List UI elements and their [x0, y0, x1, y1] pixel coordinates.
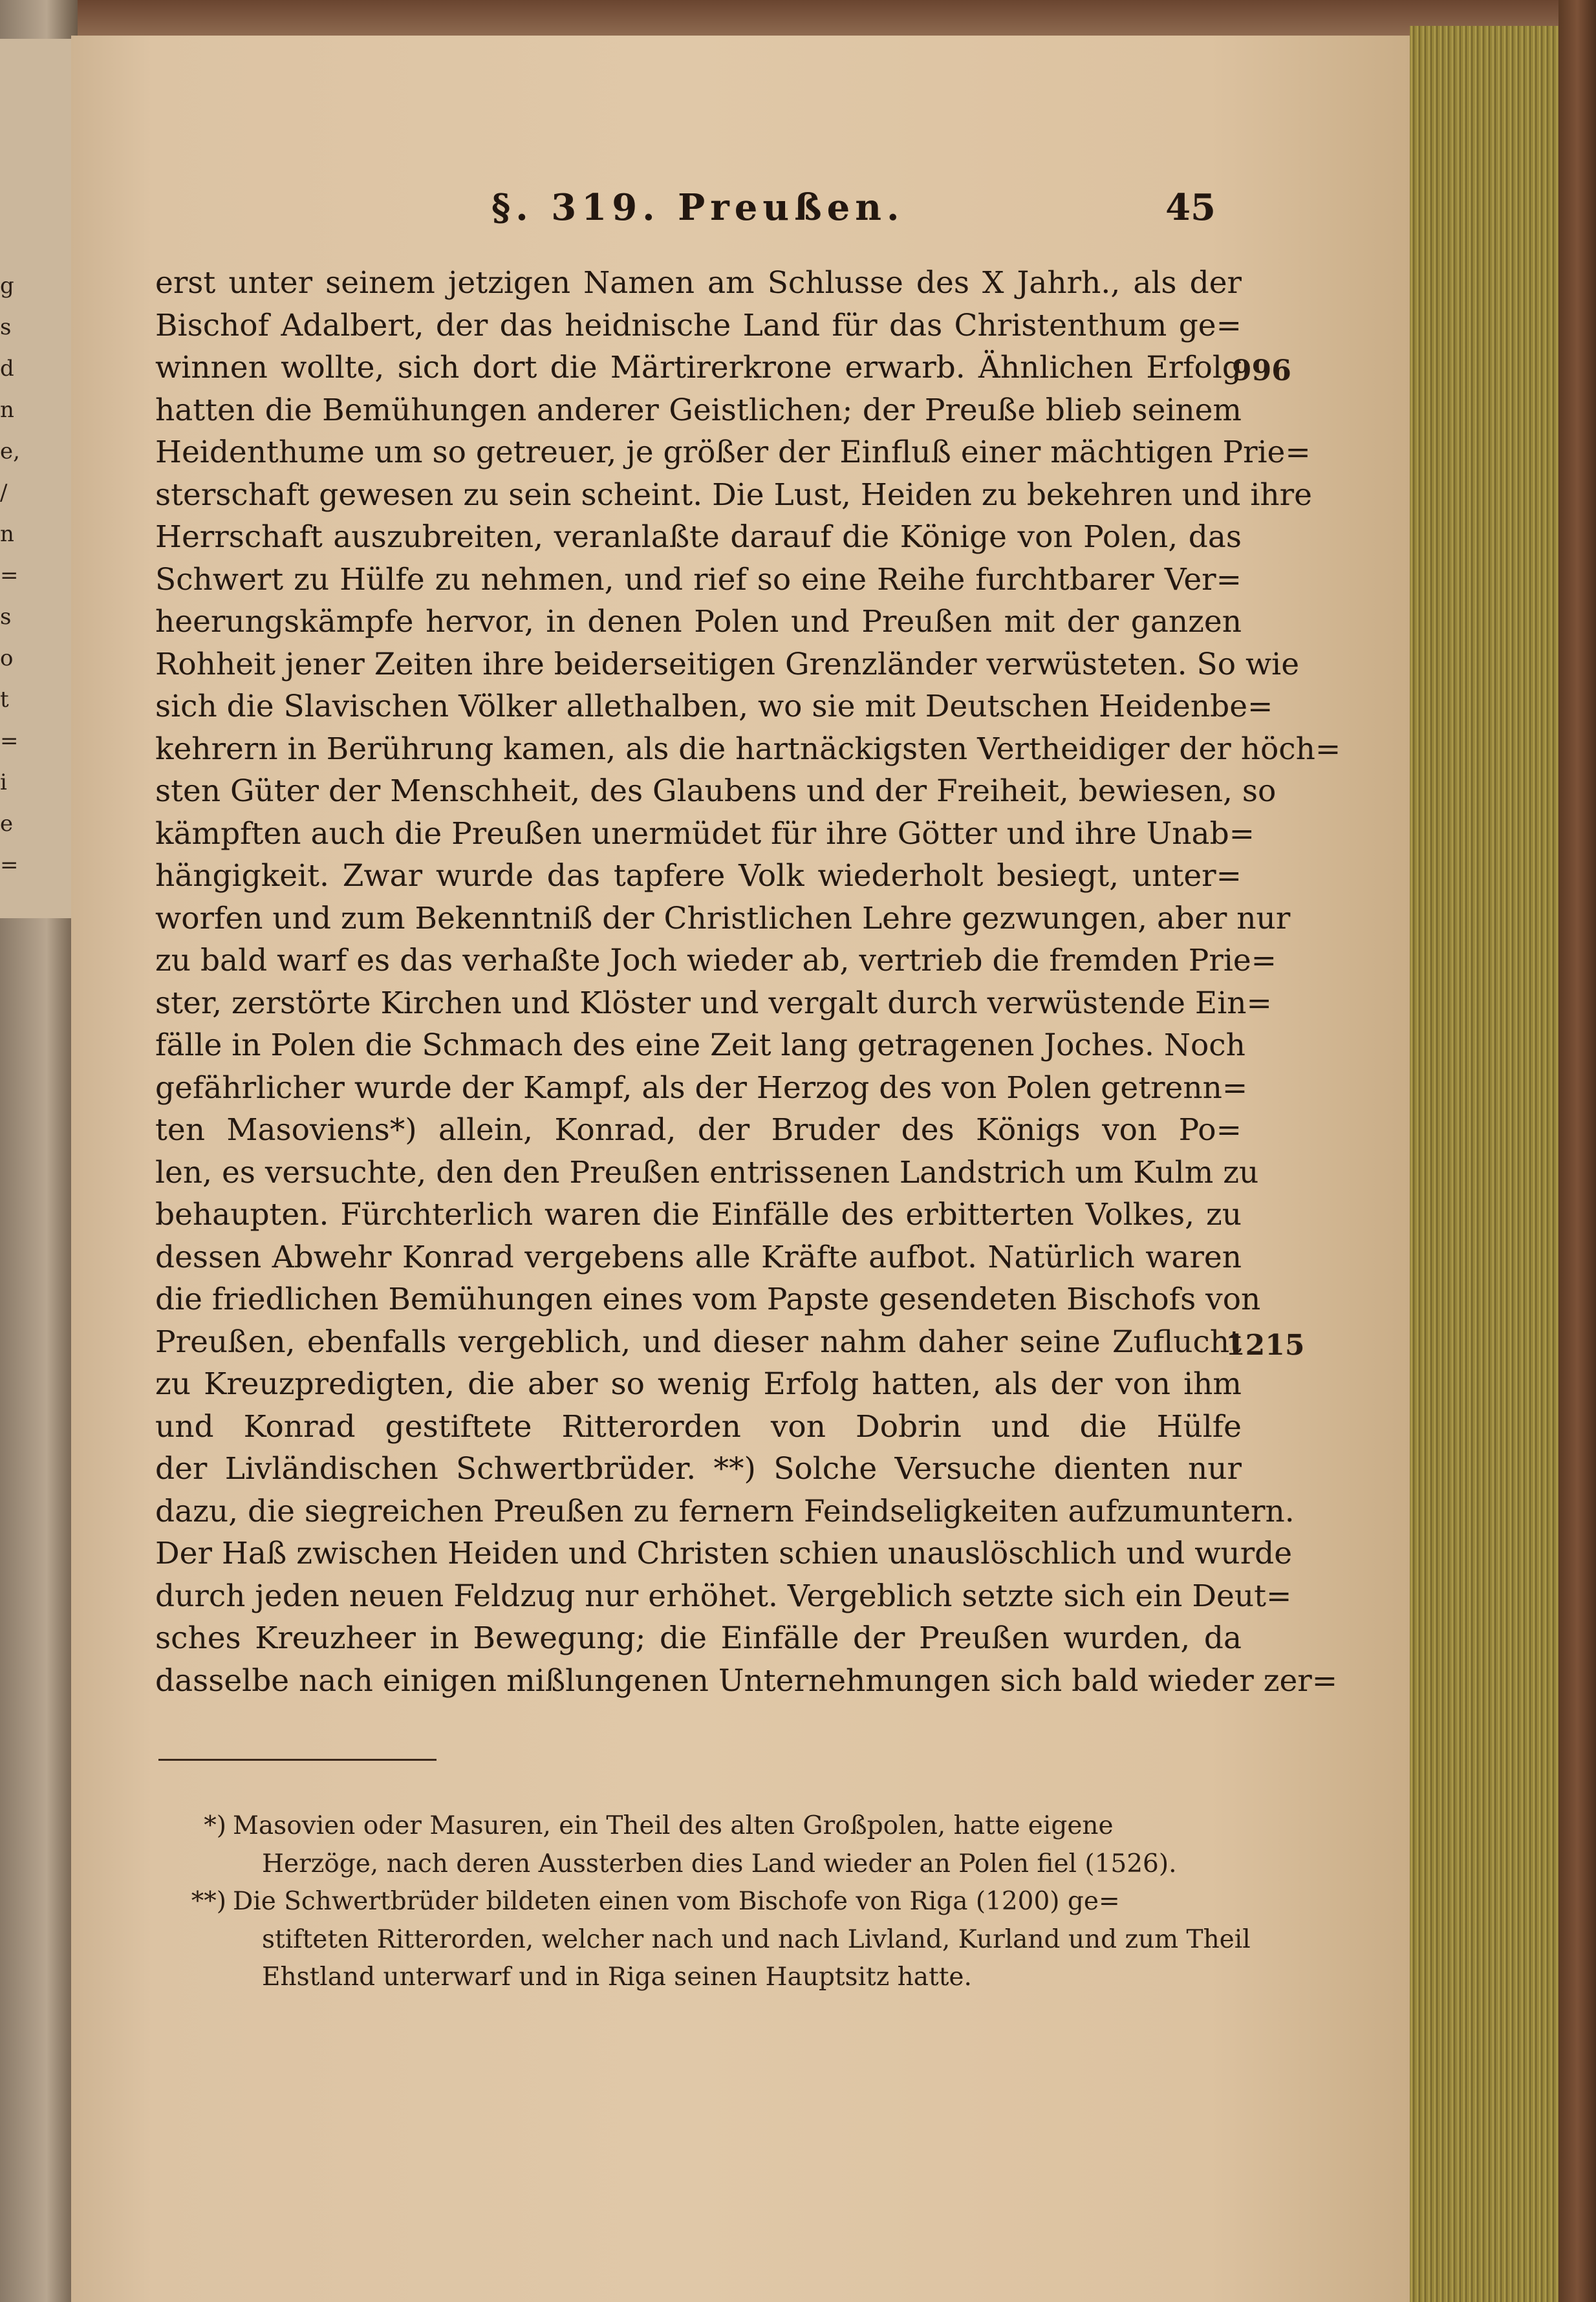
previous-page-fragment: n [0, 521, 14, 547]
text-line: die friedlichen Bemühungen eines vom Papste gesendeten Bischofs von [155, 1282, 1261, 1317]
previous-page-fragment: s [0, 314, 12, 340]
text-line: Schwert zu Hülfe zu nehmen, und rief so eine Reihe furchtbarer Ver= [155, 561, 1242, 597]
text-line: dazu, die siegreichen Preußen zu fernern Feindseligkeiten aufzumuntern. [155, 1493, 1295, 1529]
text-line: durch jeden neuen Feldzug nur erhöhet. Vergeblich setzte sich ein Deut= [155, 1578, 1292, 1614]
text-line: hängigkeit. Zwar wurde das tapfere Volk wiederholt besiegt, unter= [155, 858, 1242, 894]
text-line: sten Güter der Menschheit, des Glaubens und der Freiheit, bewiesen, so [155, 773, 1277, 809]
text-line: hatten die Bemühungen anderer Geistlichen; der Preuße blieb seinem [155, 392, 1242, 428]
running-head [491, 186, 1216, 238]
section-title: §. 319. Preußen. [491, 186, 905, 229]
text-line: dessen Abwehr Konrad vergebens alle Kräfte aufbot. Natürlich waren [155, 1239, 1242, 1275]
margin-year-996: 996 [1232, 354, 1291, 387]
footnote-line: stifteten Ritterorden, welcher nach und nach Livland, Kurland und zum Theil [262, 1924, 1251, 1954]
footnotes [191, 1807, 1251, 1997]
footnote-line: Masovien oder Masuren, ein Theil des alten Großpolen, hatte eigene [233, 1811, 1114, 1840]
footnote-line: Die Schwertbrüder bildeten einen vom Bischofe von Riga (1200) ge= [233, 1887, 1120, 1916]
margin-year-1215: 1215 [1225, 1329, 1305, 1362]
footnote-rule [158, 1759, 437, 1761]
footnote [191, 1883, 1251, 1997]
previous-page-fragment: = [0, 563, 19, 588]
text-line: len, es versuchte, den den Preußen entrissenen Landstrich um Kulm zu [155, 1154, 1259, 1190]
footnote-marker: **) [191, 1887, 226, 1916]
text-line: der Livländischen Schwertbrüder. **) Solche Versuche dienten nur [155, 1451, 1242, 1487]
previous-page-fragment: = [0, 728, 19, 754]
previous-page-fragment: o [0, 645, 14, 671]
text-line: erst unter seinem jetzigen Namen am Schlusse des X Jahrh., als der [155, 265, 1242, 301]
text-line: gefährlicher wurde der Kampf, als der Herzog des von Polen getrenn= [155, 1070, 1248, 1106]
text-line: heerungskämpfe hervor, in denen Polen und Preußen mit der ganzen [155, 604, 1242, 640]
footnote-line: Ehstland unterwarf und in Riga seinen Hauptsitz hatte. [262, 1963, 972, 1992]
previous-page-fragment: t [0, 687, 9, 713]
text-line: worfen und zum Bekenntniß der Christlichen Lehre gezwungen, aber nur [155, 900, 1291, 936]
text-line: fälle in Polen die Schmach des eine Zeit lang getragenen Joches. Noch [155, 1027, 1246, 1063]
page-edges [1410, 26, 1571, 2302]
previous-page-fragment: e [0, 811, 14, 837]
previous-page-fragment: i [0, 769, 7, 795]
previous-page-fragment: g [0, 273, 14, 299]
footnote-marker: *) [204, 1811, 226, 1840]
previous-page-fragment: e, [0, 438, 20, 464]
text-line: sches Kreuzheer in Bewegung; die Einfälle der Preußen wurden, da [155, 1620, 1242, 1656]
text-line: dasselbe nach einigen mißlungenen Unternehmungen sich bald wieder zer= [155, 1662, 1338, 1699]
text-line: Herrschaft auszubreiten, veranlaßte darauf die Könige von Polen, das [155, 519, 1242, 555]
text-line: kämpften auch die Preußen unermüdet für ihre Götter und ihre Unab= [155, 815, 1255, 852]
text-line: Bischof Adalbert, der das heidnische Land für das Christenthum ge= [155, 307, 1242, 343]
page-number: 45 [1165, 186, 1216, 229]
text-line: kehrern in Berührung kamen, als die hartnäckigsten Vertheidiger der höch= [155, 731, 1341, 767]
text-line: zu bald warf es das verhaßte Joch wieder ab, vertrieb die fremden Prie= [155, 943, 1277, 978]
previous-page-fragment: n [0, 397, 14, 423]
previous-page-fragment: / [0, 480, 8, 506]
book-binding-right [1558, 0, 1596, 2302]
text-line: ten Masoviens*) allein, Konrad, der Bruder des Königs von Po= [155, 1112, 1242, 1148]
text-line: Rohheit jener Zeiten ihre beiderseitigen Grenzländer verwüsteten. So wie [155, 646, 1300, 682]
text-line: zu Kreuzpredigten, die aber so wenig Erfolg hatten, als der von ihm [155, 1366, 1242, 1402]
text-line: behaupten. Fürchterlich waren die Einfälle des erbitterten Volkes, zu [155, 1197, 1242, 1232]
book-top-edge [0, 0, 1596, 36]
previous-page-fragment: = [0, 852, 19, 878]
previous-page-fragment: d [0, 356, 14, 382]
text-line: und Konrad gestiftete Ritterorden von Dobrin und die Hülfe [155, 1408, 1242, 1445]
previous-page-fragment: s [0, 604, 12, 630]
text-line: ster, zerstörte Kirchen und Klöster und vergalt durch verwüstende Ein= [155, 985, 1272, 1021]
footnote-line: Herzöge, nach deren Aussterben dies Land wieder an Polen fiel (1526). [262, 1849, 1177, 1878]
footnote [204, 1807, 1222, 1883]
previous-page-fragments [0, 265, 26, 886]
text-line: Preußen, ebenfalls vergeblich, und dieser nahm daher seine Zuflucht [155, 1324, 1242, 1360]
text-line: winnen wollte, sich dort die Märtirerkrone erwarb. Ähnlichen Erfolg [155, 350, 1242, 385]
text-line: Der Haß zwischen Heiden und Christen schien unauslöschlich und wurde [155, 1536, 1293, 1571]
text-line: Heidenthume um so getreuer, je größer der Einfluß einer mächtigen Prie= [155, 435, 1311, 470]
text-line: sterschaft gewesen zu sein scheint. Die Lust, Heiden zu bekehren und ihre [155, 477, 1312, 513]
text-line: sich die Slavischen Völker allethalben, wo sie mit Deutschen Heidenbe= [155, 689, 1273, 724]
